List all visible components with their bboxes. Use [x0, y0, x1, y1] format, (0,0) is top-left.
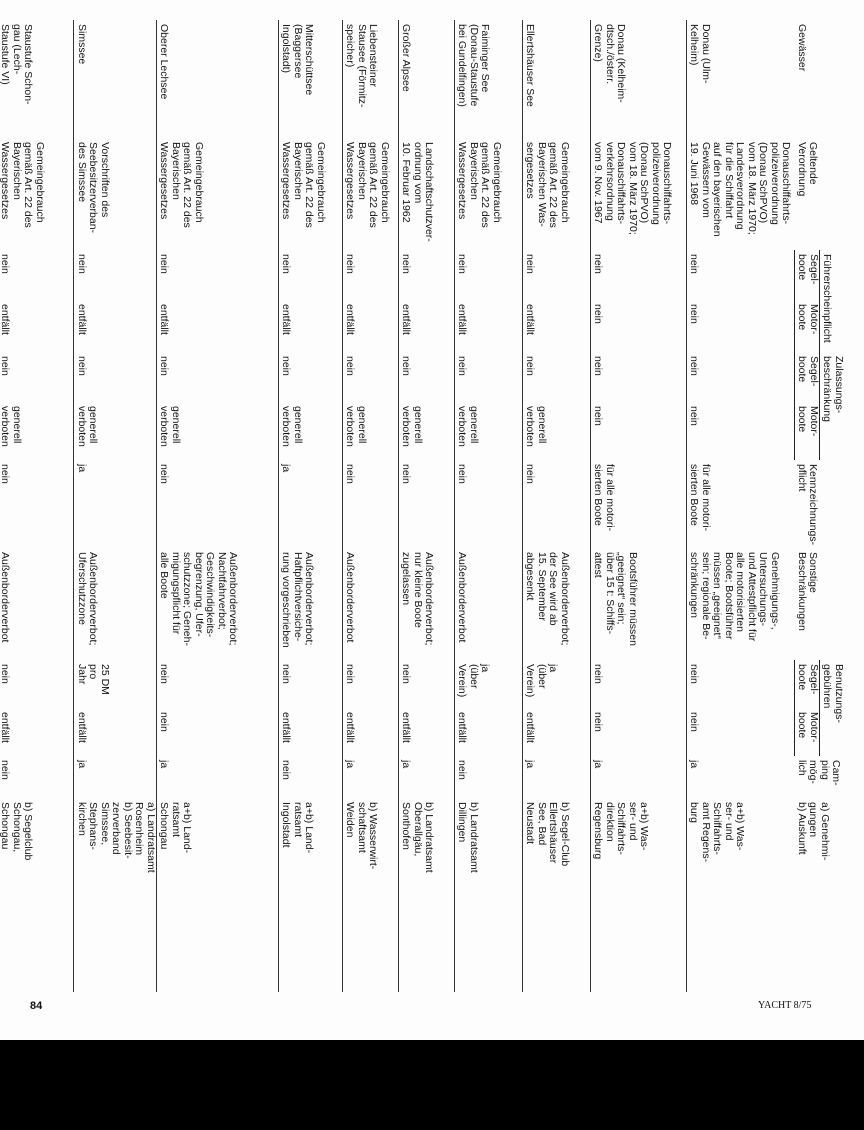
- cell-gewaesser: Staustufe Schon- gau (Lech- Staustufe VI): [0, 24, 35, 105]
- cell-genehmigung: b) Landratsamt Dillingen: [455, 798, 523, 992]
- cell-sonstige: Außenborderverbot: [343, 548, 399, 660]
- cell-kennzeichnung: nein: [0, 464, 12, 484]
- cell-fs-segel: nein: [343, 250, 399, 300]
- cell-fs-segel: nein: [74, 250, 157, 300]
- cell-bg-motor: entfällt: [0, 712, 12, 743]
- table-row: [74, 20, 157, 992]
- cell-fs-segel: nein: [279, 250, 343, 300]
- cell-zb-segel: nein: [523, 352, 591, 402]
- cell-kennzeichnung: nein: [343, 460, 399, 548]
- cell-fs-motor: nein: [687, 300, 795, 352]
- cell-zb-segel: nein: [279, 352, 343, 402]
- cell-fs-motor: nein: [591, 300, 687, 352]
- cell-zb-motor: generell verboten: [157, 402, 279, 460]
- cell-zb-motor: generell verboten: [455, 402, 523, 460]
- cell-genehmigung: b) Landratsamt Oberallgäu, Sonthofen: [399, 798, 455, 992]
- cell-sonstige: Außenborderverbot; der See wird ab 15. September abgesenkt: [523, 548, 591, 660]
- cell-bg-motor: nein: [157, 708, 279, 756]
- cell-fs-motor: entfällt: [157, 300, 279, 352]
- cell-gewaesser: Donau (Kelheim- dtsch./österr. Grenze): [591, 20, 687, 138]
- cell-zb-motor: generell verboten: [74, 402, 157, 460]
- cell-camping: ja: [687, 756, 795, 798]
- cell-fs-segel: nein: [157, 250, 279, 300]
- cell-zb-motor: generell verboten: [343, 402, 399, 460]
- cell-camping: ja: [591, 756, 687, 798]
- cell-sonstige: Außenborderverbot: [0, 552, 12, 643]
- cell-zb-segel: nein: [399, 352, 455, 402]
- footer-magazine-issue: YACHT 8/75: [758, 1000, 812, 1011]
- cell-camping: ja: [523, 756, 591, 798]
- cell-bg-segel: 25 DM pro Jahr: [74, 660, 157, 708]
- cell-zb-segel: nein: [343, 352, 399, 402]
- table-row: [399, 20, 455, 992]
- cell-zb-segel: nein: [591, 352, 687, 402]
- cell-verordnung: Gemeingebrauch gemäß Art. 22 des Bayerischen Wassergesetzes: [455, 138, 523, 250]
- cell-fs-segel: nein: [0, 254, 12, 274]
- cell-fs-motor: entfällt: [0, 304, 12, 335]
- cell-zb-motor: generell verboten: [279, 402, 343, 460]
- cell-bg-motor: entfällt: [74, 708, 157, 756]
- cell-genehmigung: a+b) Was- ser- und Schiffahrts- direktion Regensburg: [591, 798, 687, 992]
- header-zb-motorboote: Motor- boote: [795, 402, 820, 460]
- cell-zb-segel: nein: [687, 352, 795, 402]
- cell-genehmigung: a) Landratsamt Rosenheim b) Seebesit- zerverband Simssee, Stephans- kirchen: [74, 798, 157, 992]
- cell-sonstige: Außenborderverbot; nur kleine Boote zugelassen: [399, 548, 455, 660]
- cell-bg-motor: nein: [591, 708, 687, 756]
- header-zb-segelboote: Segel- boote: [795, 352, 820, 402]
- header-gebuehren: Benutzungs- gebühren: [820, 660, 845, 756]
- cell-zb-motor: nein: [591, 402, 687, 460]
- cell-bg-motor: entfällt: [455, 708, 523, 756]
- cell-verordnung: Vorschriften des Seebesitzerverban- des Simssee: [74, 138, 157, 250]
- cell-genehmigung: b) Wasserwirt- schaftsamt Weiden: [343, 798, 399, 992]
- header-genehmigung: a) Genehmi- gungen b) Auskunft: [796, 802, 831, 861]
- cell-zb-motor: nein: [687, 402, 795, 460]
- cell-zb-segel: nein: [74, 352, 157, 402]
- cell-kennzeichnung: ja: [279, 460, 343, 548]
- cell-kennzeichnung: ja: [74, 460, 157, 548]
- cell-sonstige: Außenborderverbot; Haftpflichtversiche- rung vorgeschrieben: [279, 548, 343, 660]
- cell-gewaesser: Liebensteiner Stausee (Förmitz- speicher): [343, 20, 399, 138]
- header-fs-segelboote: Segel- boote: [795, 250, 820, 300]
- cell-fs-segel: nein: [591, 250, 687, 300]
- header-gewaesser: Gewässer: [796, 24, 808, 72]
- header-verordnung: Geltende Verordnung: [796, 142, 820, 197]
- table-row: [279, 20, 343, 992]
- cell-camping: ja: [343, 756, 399, 798]
- table-row: [687, 20, 795, 992]
- cell-bg-segel: nein: [279, 660, 343, 708]
- cell-kennzeichnung: nein: [455, 460, 523, 548]
- cell-fs-segel: nein: [687, 250, 795, 300]
- cell-zb-motor: generell verboten: [0, 406, 23, 447]
- cell-fs-motor: entfällt: [523, 300, 591, 352]
- cell-genehmigung: a+b) Land- ratsamt Schongau: [157, 798, 279, 992]
- cell-fs-segel: nein: [455, 250, 523, 300]
- cell-gewaesser: Ellertshäuser See: [523, 20, 591, 138]
- cell-bg-segel: ja (über Verein): [523, 660, 591, 708]
- cell-verordnung: Gemeingebrauch gemäß Art. 22 des Bayerischen Wassergesetzes: [343, 138, 399, 250]
- cell-bg-segel: nein: [0, 664, 12, 684]
- cell-verordnung: Gemeingebrauch gemäß Art. 22 des Bayerischen Was- sergesetzes: [523, 138, 591, 250]
- cell-sonstige: Genehmigungs-, Untersuchungs- und Attestpflicht für alle motorisierten Boote; Bootsführer müssen „geeignet“ sein; regionale Be- schränkungen: [687, 548, 795, 660]
- scan-border: [0, 1040, 864, 1130]
- cell-fs-segel: nein: [523, 250, 591, 300]
- cell-verordnung: Gemeingebrauch gemäß Art. 22 des Bayerischen Wassergesetzes: [279, 138, 343, 250]
- cell-sonstige: Außenborderverbot; Uferschutzzone: [74, 548, 157, 660]
- cell-verordnung: Gemeingebrauch gemäß Art. 22 des Bayerischen Wassergesetzes: [157, 138, 279, 250]
- cell-fs-motor: entfällt: [455, 300, 523, 352]
- header-fs-motorboote: Motor- boote: [795, 300, 820, 352]
- cell-camping: nein: [279, 756, 343, 798]
- cell-verordnung: Gemeingebrauch gemäß Art. 22 des Bayerischen Wassergesetzes: [0, 142, 46, 228]
- page-number: 84: [30, 1000, 43, 1012]
- cell-gewaesser: Donau (Ulm- Kelheim): [687, 20, 795, 138]
- cell-zb-segel: nein: [455, 352, 523, 402]
- cell-verordnung: Donauschiffahrts- polizeiverordnung (Donau SchPVO) vom 18. März 1970; Donauschiffahrts- verkehrsordnung vom 9. Nov. 1967: [591, 138, 687, 250]
- cell-genehmigung: a+b) Land- ratsamt Ingolstadt: [279, 798, 343, 992]
- cell-zb-motor: generell verboten: [399, 402, 455, 460]
- header-camping: Cam- ping mög- lich: [796, 760, 843, 786]
- lakes-regulations-table: [0, 20, 844, 992]
- header-sonstige: Sonstige Beschränkungen: [796, 552, 820, 631]
- cell-bg-segel: nein: [157, 660, 279, 708]
- cell-gewaesser: Oberer Lechsee: [157, 20, 279, 138]
- cell-kennzeichnung: für alle motori- sierten Boote: [687, 460, 795, 548]
- cell-bg-segel: nein: [343, 660, 399, 708]
- cell-camping: ja: [74, 756, 157, 798]
- table-row: [591, 20, 687, 992]
- table-row: [157, 20, 279, 992]
- cell-verordnung: Landschaftschutzver- ordnung vom 10. Februar 1962: [399, 138, 455, 250]
- cell-verordnung: Donauschiffahrts- polizeiverordnung (Donau SchPVO) vom 18. März 1970; Landesverordnung für die Schiffahrt auf den bayerischen Gewässern vom 19. Juni 1968: [687, 138, 795, 250]
- cell-gewaesser: Mitterschüttsee (Baggersee Ingolstadt): [279, 20, 343, 138]
- header-kennzeichnung: Kennzeichnungs- pflicht: [796, 464, 820, 546]
- cell-sonstige: Außenborderverbot: [455, 548, 523, 660]
- cell-camping: ja: [157, 756, 279, 798]
- header-bg-segelboote: Segel- boote: [795, 660, 820, 708]
- cell-gewaesser: Großer Alpsee: [399, 20, 455, 138]
- cell-bg-motor: entfällt: [523, 708, 591, 756]
- table-row: [455, 20, 523, 992]
- header-fuehrerschein: Führerscheinpflicht: [820, 250, 845, 352]
- cell-fs-motor: entfällt: [74, 300, 157, 352]
- cell-gewaesser: Faiminger See (Donau-Staustufe bei Gundelfingen): [455, 20, 523, 138]
- cell-sonstige: Bootsführer müssen „geeignet“ sein; über 15 t: Schiffs- attest: [591, 548, 687, 660]
- cell-kennzeichnung: nein: [399, 460, 455, 548]
- cell-kennzeichnung: für alle motori- sierten Boote: [591, 460, 687, 548]
- cell-bg-segel: ja (über Verein): [455, 660, 523, 708]
- cell-kennzeichnung: nein: [157, 460, 279, 548]
- header-group-row: [820, 20, 845, 992]
- cell-sonstige: Außenborderverbot; Nachtfahrverbot; Geschwindigkeits- begrenzung, Ufer- schutzzone; Geneh- migungspflicht für alle Boote: [157, 548, 279, 660]
- cell-camping: ja: [399, 756, 455, 798]
- cell-kennzeichnung: nein: [523, 460, 591, 548]
- cell-bg-segel: nein: [591, 660, 687, 708]
- cell-gewaesser: Simssee: [74, 20, 157, 138]
- cell-bg-segel: nein: [399, 660, 455, 708]
- cell-bg-motor: entfällt: [279, 708, 343, 756]
- cell-camping: nein: [455, 756, 523, 798]
- table-row: [343, 20, 399, 992]
- cell-fs-motor: entfällt: [279, 300, 343, 352]
- cell-fs-segel: nein: [399, 250, 455, 300]
- cell-bg-motor: nein: [687, 708, 795, 756]
- table-row: [523, 20, 591, 992]
- rotated-table-area: [0, 20, 845, 992]
- cell-genehmigung: b) Segelclub Schongau, Schongau: [0, 802, 35, 861]
- cell-fs-motor: entfällt: [343, 300, 399, 352]
- cell-fs-motor: entfällt: [399, 300, 455, 352]
- header-bg-motorboote: Motor- boote: [795, 708, 820, 756]
- cell-zb-segel: nein: [157, 352, 279, 402]
- cell-genehmigung: a+b) Was- ser- und Schiffahrts- amt Regens- burg: [687, 798, 795, 992]
- cell-zb-motor: generell verboten: [523, 402, 591, 460]
- cell-genehmigung: b) Segel-Club Ellertshäuser See, Bad Neustadt: [523, 798, 591, 992]
- cell-camping: nein: [0, 760, 12, 780]
- cell-zb-segel: nein: [0, 356, 12, 376]
- table-row: [0, 20, 74, 992]
- table-body: [0, 20, 795, 992]
- header-zulassung: Zulassungs- beschränkung: [820, 352, 845, 460]
- cell-bg-motor: entfällt: [343, 708, 399, 756]
- cell-bg-motor: entfällt: [399, 708, 455, 756]
- cell-bg-segel: nein: [687, 660, 795, 708]
